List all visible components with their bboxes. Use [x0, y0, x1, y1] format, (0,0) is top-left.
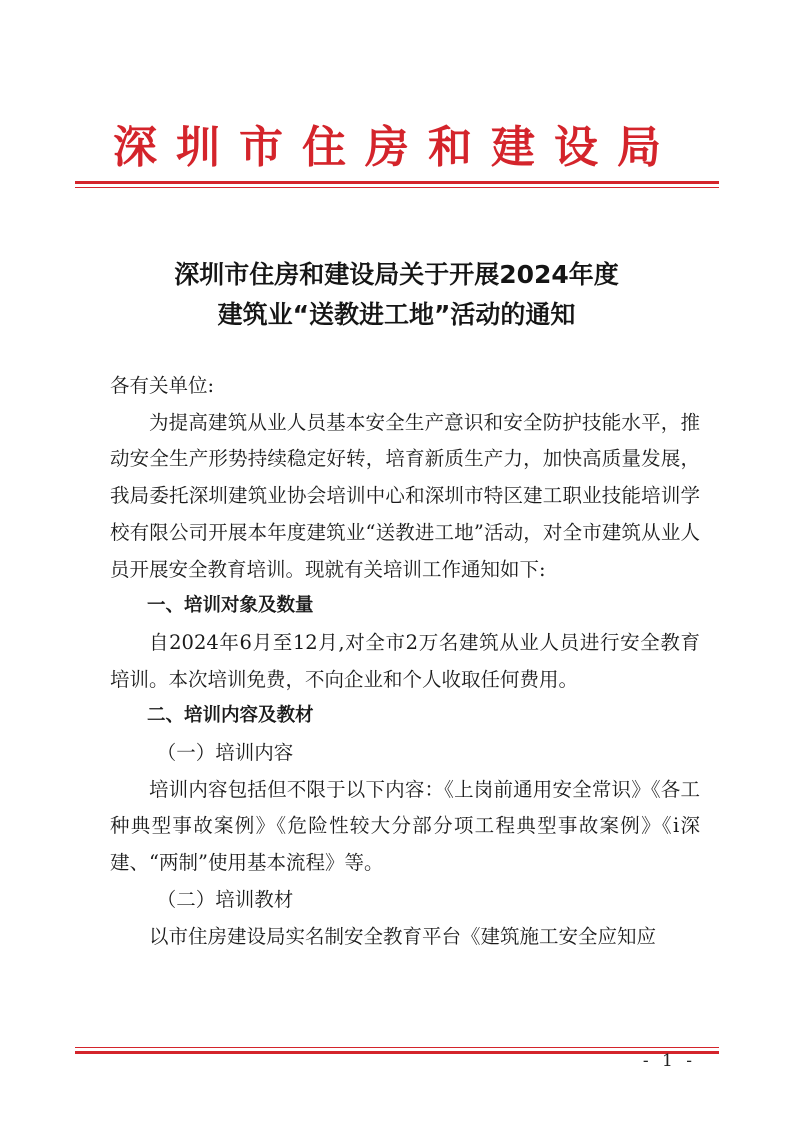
- document-title: [0, 255, 793, 335]
- subsection-2-heading: （二）培训教材: [156, 887, 294, 911]
- footer-rule-thick: [75, 1051, 719, 1054]
- section-1-heading: 一、培训对象及数量: [147, 595, 314, 617]
- subsection-1-heading: （一）培训内容: [156, 741, 294, 765]
- section-1-text: 自2024年6月至12月,对全市2万名建筑从业人员进行安全教育培训。本次培训免费，不向企业和个人收取任何费用。: [110, 630, 700, 691]
- document-body: [110, 368, 700, 955]
- title-line-2: 建筑业“送教进工地”活动的通知: [217, 300, 576, 329]
- page-number: - 1 -: [642, 1051, 696, 1071]
- subsection-1-text: 培训内容包括但不限于以下内容：《上岗前通用安全常识》《各工种典型事故案例》《危险性较大分部分项工程典型事故案例》《i深建、“两制”使用基本流程》等。: [110, 777, 700, 875]
- intro-paragraph: 为提高建筑从业人员基本安全生产意识和安全防护技能水平，推动安全生产形势持续稳定好转，培育新质生产力，加快高质量发展，我局委托深圳建筑业协会培训中心和深圳市特区建工职业技能培训学校有限公司开展本年度建筑业“送教进工地”活动，对全市建筑从业人员开展安全教育培训。现就有关培训工作通知如下:: [110, 410, 700, 581]
- section-2-heading: 二、培训内容及教材: [147, 705, 314, 727]
- footer-rule-thin: [75, 1047, 719, 1048]
- letterhead-rule-thin: [75, 187, 719, 188]
- salutation: 各有关单位:: [110, 374, 215, 397]
- title-line-1: 深圳市住房和建设局关于开展2024年度: [174, 260, 619, 289]
- subsection-2-text: 以市住房建设局实名制安全教育平台《建筑施工安全应知应: [149, 924, 657, 948]
- letterhead-title: 深圳市住房和建设局: [113, 122, 680, 173]
- letterhead-rule-thick: [75, 181, 719, 184]
